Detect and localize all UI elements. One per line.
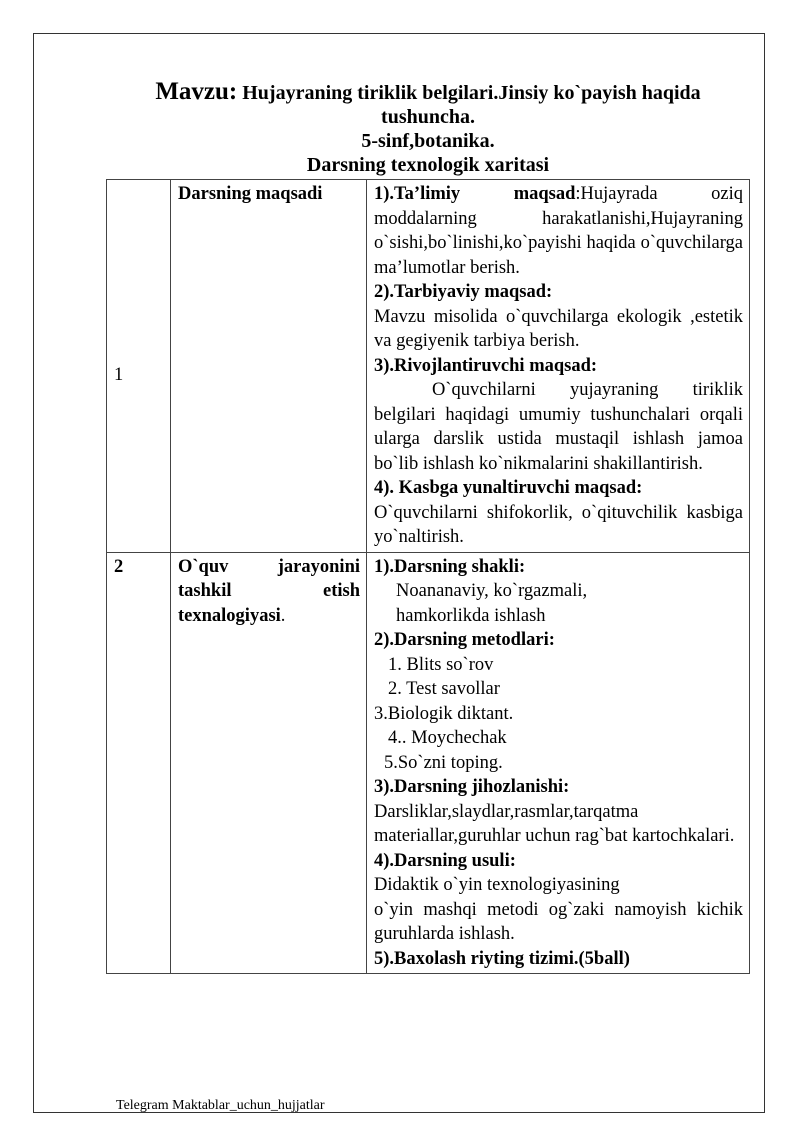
- table-row: [107, 180, 750, 553]
- methods-heading: 2).Darsning metodlari:: [374, 630, 555, 650]
- approach-text-2: o`yin mashqi metodi og`zaki namoyish kichik guruhlarda ishlash.: [374, 899, 743, 944]
- row-content: [367, 180, 750, 553]
- method-item: 5.So`zni toping.: [384, 752, 503, 773]
- footer-text: Telegram Maktablar_uchun_hujjatlar: [116, 1098, 325, 1113]
- form-text-2: hamkorlikda ishlash: [396, 605, 546, 626]
- form-text-1: Noananaviy, ko`rgazmali,: [396, 581, 588, 601]
- method-item: 3.Biologik diktant.: [374, 703, 514, 724]
- goal-career-text: O`quvchilarni shifokorlik, o`qituvchilik kasbiga yo`naltirish.: [374, 502, 743, 547]
- row-topic: [171, 552, 367, 974]
- goal-career-heading: 4). Kasbga yunaltiruvchi maqsad:: [374, 478, 643, 498]
- row-topic: Darsning maqsadi: [171, 180, 367, 553]
- title-label: Mavzu:: [155, 78, 238, 105]
- goal-developing-text: O`quvchilarni yujayraning tiriklik belgilari haqidagi umumiy tushunchalari orqali ularga darslik ustida mustaqil ishlash jamoa bo`lib ishlash ko`nikmalarini shakillantirish.: [374, 380, 743, 474]
- subtitle: Darsning texnologik xaritasi: [306, 154, 550, 176]
- row-topic-text: O`quv jarayonini tashkil etish texnalogiyasi: [178, 556, 360, 626]
- title-block: [106, 80, 750, 177]
- method-item: 4.. Moychechak: [388, 728, 507, 748]
- goal-educational: [374, 182, 743, 280]
- equipment-heading: 3).Darsning jihozlanishi:: [374, 777, 570, 797]
- method-item: 1. Blits so`rov: [388, 654, 494, 675]
- title-text: Hujayraning tiriklik belgilari.Jinsiy ko`payish haqida: [242, 82, 701, 104]
- title-line-1: [106, 80, 750, 105]
- goal-upbringing-heading: 2).Tarbiyaviy maqsad:: [374, 282, 553, 302]
- approach-heading: 4).Darsning usuli:: [374, 850, 516, 871]
- assessment-heading: 5).Baxolash riyting tizimi.(5ball): [374, 948, 630, 969]
- row-content: [367, 552, 750, 974]
- approach-text-1: Didaktik o`yin texnologiyasining: [374, 875, 620, 895]
- form-heading: 1).Darsning shakli:: [374, 556, 526, 577]
- row-number: 2: [107, 552, 171, 974]
- lesson-plan-table: [106, 179, 750, 974]
- equipment-text-2: materiallar,guruhlar uchun rag`bat kartochkalari.: [374, 826, 735, 846]
- goal-educational-heading: 1).Ta’limiy maqsad: [374, 184, 576, 204]
- goal-educational-text: :Hujayrada oziq moddalarning harakatlanishi,Hujayraning o`sishi,bo`linishi,ko`payishi haqida o`quvchilarga ma’lumotlar berish.: [374, 184, 743, 278]
- goal-upbringing-text: Mavzu misolida o`quvchilarga ekologik ,estetik va gegiyenik tarbiya berish.: [374, 306, 743, 351]
- goal-developing-heading: 3).Rivojlantiruvchi maqsad:: [374, 355, 598, 376]
- row-topic-end: .: [280, 605, 286, 626]
- grade-line: 5-sinf,botanika.: [361, 130, 495, 152]
- equipment-text-1: Darsliklar,slaydlar,rasmlar,tarqatma: [374, 801, 639, 822]
- table-row: [107, 552, 750, 974]
- row-number: 1: [107, 180, 171, 553]
- title-line-2: tushuncha.: [381, 106, 475, 128]
- method-item: 2. Test savollar: [388, 679, 500, 699]
